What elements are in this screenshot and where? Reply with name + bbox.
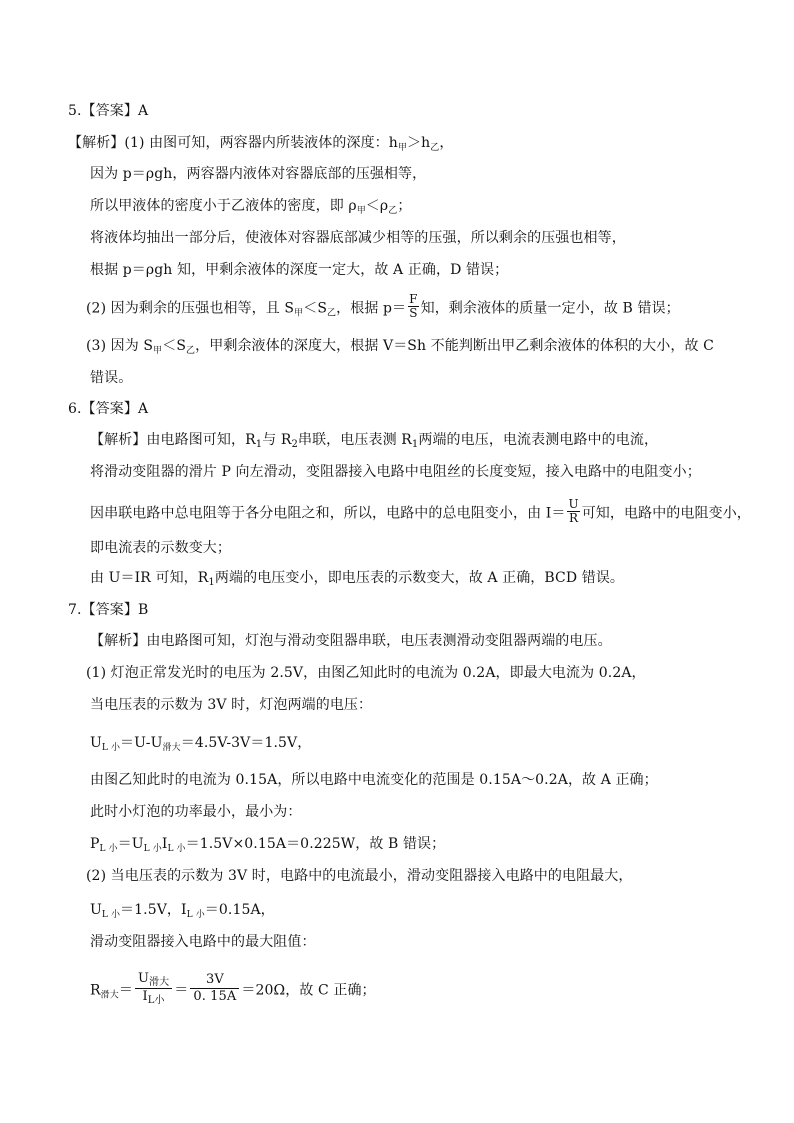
fraction-3v-over-015a: $\frac{3V}{0. 15A}$: [190, 972, 239, 1005]
q7-line-4: $U_{L 小}=U-U_{滑大}=4.5V-3V=1.5V$，: [90, 735, 312, 753]
q5-line-2: 因为 p＝ρgh，两容器内液体对容器底部的压强相等，: [90, 166, 427, 182]
q5-line-3: 所以甲液体的密度小于乙液体的密度，即 $\rho_甲<\rho_乙$；: [90, 198, 412, 216]
q5-line-4: 将液体均抽出一部分后，使液体对容器底部减少相等的压强，所以剩余的压强也相等，: [90, 230, 626, 246]
fraction-u-over-r: $\frac{U}{R}$: [568, 497, 579, 525]
q5-answer: 5.【答案】A: [68, 103, 149, 119]
q6-line-2: 将滑动变阻器的滑片 P 向左滑动，变阻器接入电路中电阻丝的长度变短，接入电路中的电阻变小；: [90, 464, 701, 480]
q7-line-9: $U_{L 小}=1.5V$，$I_{L 小}=0.15A$，: [90, 902, 275, 920]
q6-line-5: 由 U＝IR 可知，$R_1$两端的电压变小，即电压表的示数变大，故 A 正确，BCD 错误。: [90, 570, 625, 588]
q7-line-5: 由图乙知此时的电流为 0.15A，所以电路中电流变化的范围是 0.15A～0.2A，故 A 正确；: [90, 772, 658, 788]
q5-line-1: 【解析】(1) 由图可知，两容器内所装液体的深度：$h_甲>h_乙$，: [68, 135, 454, 153]
q7-line-1: 【解析】由电路图可知，灯泡与滑动变阻器串联，电压表测滑动变阻器两端的电压。: [90, 633, 612, 649]
q7-answer: 7.【答案】B: [68, 602, 149, 618]
fraction-f-over-s: $\frac{F}{S}$: [409, 292, 418, 320]
q7-line-7: $P_{L 小}=U_{L 小}I_{L 小}=1.5V\times 0.15A=0.225W$，故 B 错误；: [90, 836, 446, 854]
q7-line-10: 滑动变阻器接入电路中的最大阻值：: [90, 934, 316, 950]
q7-line-8: (2) 当电压表的示数为 3V 时，电路中的电流最小，滑动变阻器接入电路中的电阻最大，: [86, 868, 633, 884]
q5-line-7: (3) 因为 $S_甲<S_乙$，甲剩余液体的深度大，根据 V＝Sh 不能判断出甲乙剩余液体的体积的大小，故 C: [86, 338, 714, 356]
q6-line-3: 因串联电路中总电阻等于各分电阻之和，所以，电路中的总电阻变小，由 I＝ $\frac{U}{R}$ 可知，电路中的电阻变小，: [90, 497, 751, 525]
q5-line-8: 错误。: [90, 370, 133, 386]
q5-line-5: 根据 p＝ρgh 知，甲剩余液体的深度一定大，故 A 正确，D 错误；: [90, 262, 509, 278]
q7-line-11: $R_{滑大}=$ $\frac{U_{滑大}}{I_{L小}}$ ＝ $\frac{3V}{0. 15A}$ ＝20Ω，故 C 正确；: [90, 971, 376, 1006]
q7-line-6: 此时小灯泡的功率最小，最小为：: [90, 804, 302, 820]
q6-line-4: 即电流表的示数变大；: [90, 540, 231, 556]
q7-line-2: (1) 灯泡正常发光时的电压为 2.5V，由图乙知此时的电流为 0.2A，即最大电流为 0.2A，: [86, 665, 646, 681]
q7-line-3: 当电压表的示数为 3V 时，灯泡两端的电压：: [90, 697, 373, 713]
q6-line-1: 【解析】由电路图可知，$R_1$与 $R_2$串联，电压表测 $R_1$两端的电压，电流表测电路中的电流，: [90, 432, 659, 450]
q5-line-6: (2) 因为剩余的压强也相等，且 $S_甲<S_乙$，根据 p＝ $\frac{F}{S}$ 知，剩余液体的质量一定小，故 B 错误；: [86, 292, 680, 320]
q6-answer: 6.【答案】A: [68, 401, 149, 417]
fraction-u-slide-over-i-l: $\frac{U_{滑大}}{I_{L小}}$: [135, 971, 172, 1006]
